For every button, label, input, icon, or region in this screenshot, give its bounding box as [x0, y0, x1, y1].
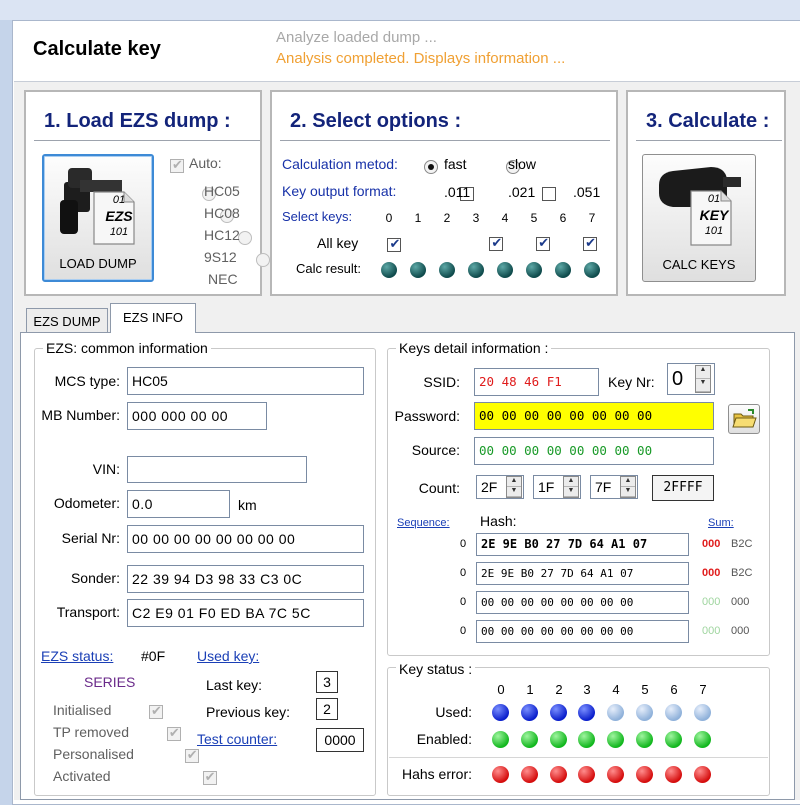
count-2-spinner[interactable]	[563, 476, 579, 498]
option-hc05-label: HC05	[204, 183, 240, 199]
format-051-label: .051	[573, 184, 601, 200]
status-key-number: 7	[699, 682, 707, 697]
enabled-label: Enabled:	[416, 731, 472, 747]
key-1-checkbox[interactable]	[536, 237, 550, 251]
up-arrow-icon[interactable]: ▲	[621, 477, 635, 487]
flag-tp-removed-checkbox[interactable]	[167, 727, 181, 741]
status-key-number: 2	[555, 682, 563, 697]
previous-key-field[interactable]: 2	[316, 698, 338, 720]
method-slow-label: slow	[508, 156, 537, 172]
key-number: 4	[501, 211, 509, 225]
enabled-led	[694, 731, 711, 748]
calc-result-led	[526, 262, 542, 278]
option-hc08-label: HC08	[204, 205, 240, 221]
key-number: 2	[443, 211, 451, 225]
calc-keys-button[interactable]	[642, 154, 756, 282]
odometer-field[interactable]: 0.0	[127, 490, 230, 518]
load-dump-label: LOAD DUMP	[59, 256, 137, 271]
used-led	[636, 704, 653, 721]
key-nr-spinner[interactable]	[695, 365, 711, 393]
password-field[interactable]: 00 00 00 00 00 00 00 00	[474, 402, 714, 430]
last-key-label: Last key:	[206, 677, 263, 693]
flag-activated-checkbox[interactable]	[203, 771, 217, 785]
key-number: 0	[385, 211, 393, 225]
calc-result-led	[555, 262, 571, 278]
test-counter-link[interactable]: Test counter:	[197, 731, 278, 747]
up-arrow-icon[interactable]: ▲	[564, 477, 578, 487]
status-key-number: 4	[612, 682, 620, 697]
mb-number-label: MB Number:	[41, 407, 120, 423]
up-arrow-icon[interactable]: ▲	[507, 477, 521, 487]
enabled-led	[550, 731, 567, 748]
folder-icon	[729, 405, 759, 433]
mcs-type-field[interactable]: HC05	[127, 367, 364, 395]
select-options-panel	[270, 90, 618, 296]
auto-checkbox[interactable]	[170, 159, 184, 173]
serial-nr-field[interactable]: 00 00 00 00 00 00 00 00	[127, 525, 364, 553]
option-nec-label: NEC	[208, 271, 238, 287]
hash-error-led	[636, 766, 653, 783]
used-led	[665, 704, 682, 721]
key-2-checkbox[interactable]	[583, 237, 597, 251]
down-arrow-icon[interactable]: ▼	[507, 487, 521, 497]
sequence-value: 0	[460, 625, 467, 637]
option-hc12-label: HC12	[204, 227, 240, 243]
key-number: 6	[559, 211, 567, 225]
key-nr-label: Key Nr:	[608, 374, 655, 390]
calc-result-led	[410, 262, 426, 278]
mb-number-field[interactable]: 000 000 00 00	[127, 402, 267, 430]
vin-field[interactable]	[127, 456, 307, 483]
open-file-button[interactable]	[728, 404, 760, 434]
calc-result-label: Calc result:	[296, 261, 362, 276]
used-led	[607, 704, 624, 721]
source-label: Source:	[411, 442, 460, 458]
flag-initialised-checkbox[interactable]	[149, 705, 163, 719]
key-nr-field[interactable]: 0	[667, 363, 715, 395]
enabled-led	[665, 731, 682, 748]
up-arrow-icon[interactable]: ▲	[696, 366, 710, 379]
used-led	[578, 704, 595, 721]
sequence-link[interactable]: Sequence:	[397, 517, 450, 529]
select-keys-label: Select keys:	[282, 209, 353, 224]
count-3-spinner[interactable]	[620, 476, 636, 498]
count-total: 2FFFF	[652, 475, 714, 501]
calculate-panel	[626, 90, 786, 296]
sum-b: B2C	[731, 567, 753, 579]
status-line-2: Analysis completed. Displays information ...	[276, 50, 566, 67]
hash-field[interactable]: 2E 9E B0 27 7D 64 A1 07	[476, 533, 689, 556]
sum-b: 000	[731, 625, 750, 637]
window-top-bar	[0, 0, 800, 20]
status-key-number: 6	[670, 682, 678, 697]
calc-method-label: Calculation metod:	[282, 156, 398, 172]
hash-label: Hash:	[480, 513, 517, 529]
down-arrow-icon[interactable]: ▼	[696, 379, 710, 392]
icon-text-bottom: 101	[109, 226, 129, 238]
sum-a: 000	[702, 538, 721, 550]
calc-result-led	[381, 262, 397, 278]
hash-error-led	[607, 766, 624, 783]
sonder-label: Sonder:	[70, 570, 120, 586]
calc-result-led	[468, 262, 484, 278]
flag-initialised-label: Initialised	[53, 702, 112, 718]
tab-ezs-info[interactable]: EZS INFO	[110, 303, 196, 333]
sequence-value: 0	[460, 567, 467, 579]
key-number: 1	[414, 211, 422, 225]
count-field-1[interactable]: 2F	[476, 475, 524, 499]
hash-error-led	[521, 766, 538, 783]
test-counter-field[interactable]: 0000	[316, 728, 364, 752]
key-0-checkbox[interactable]	[489, 237, 503, 251]
status-key-number: 5	[641, 682, 649, 697]
used-led	[492, 704, 509, 721]
ezs-status-value: #0F	[141, 648, 166, 664]
key-number: 7	[588, 211, 596, 225]
status-line-1: Analyze loaded dump ...	[276, 29, 437, 46]
count-label: Count:	[418, 480, 460, 496]
count-field-3[interactable]: 7F	[590, 475, 638, 499]
hash-field[interactable]: 00 00 00 00 00 00 00 00	[476, 591, 689, 614]
key-number: 3	[472, 211, 480, 225]
flag-personalised-checkbox[interactable]	[185, 749, 199, 763]
mcs-type-label: MCS type:	[54, 373, 120, 389]
source-field[interactable]: 00 00 00 00 00 00 00 00	[474, 437, 714, 465]
load-dump-title: 1. Load EZS dump :	[44, 110, 231, 132]
keys-detail-legend: Keys detail information :	[396, 340, 551, 356]
transport-label: Transport:	[56, 604, 120, 620]
ezs-status-link[interactable]: EZS status:	[41, 648, 114, 664]
icon-text-top: 01	[707, 193, 721, 205]
calculate-title: 3. Calculate :	[646, 110, 770, 132]
sum-b: 000	[731, 596, 750, 608]
sum-a: 000	[702, 625, 721, 637]
key-status-legend: Key status :	[396, 661, 475, 677]
method-fast-label: fast	[444, 156, 467, 172]
divider	[280, 140, 610, 141]
odometer-unit: km	[238, 497, 257, 513]
divider	[389, 757, 768, 758]
select-options-title: 2. Select options :	[290, 110, 462, 132]
calc-result-led	[439, 262, 455, 278]
sequence-value: 0	[460, 538, 467, 550]
sonder-field[interactable]: 22 39 94 D3 98 33 C3 0C	[127, 565, 364, 593]
load-dump-button[interactable]	[42, 154, 154, 282]
down-arrow-icon[interactable]: ▼	[564, 487, 578, 497]
serial-nr-label: Serial Nr:	[61, 530, 120, 546]
sum-link[interactable]: Sum:	[708, 517, 734, 529]
sequence-value: 0	[460, 596, 467, 608]
page-title: Calculate key	[33, 38, 161, 60]
divider	[636, 140, 782, 141]
hash-error-led	[694, 766, 711, 783]
key-format-label: Key output format:	[282, 183, 397, 199]
format-021-checkbox[interactable]	[542, 187, 556, 201]
previous-key-label: Previous key:	[206, 704, 291, 720]
used-label: Used:	[435, 704, 472, 720]
enabled-led	[578, 731, 595, 748]
auto-label: Auto:	[189, 155, 222, 171]
icon-text-mid: KEY	[699, 207, 729, 223]
divider	[34, 140, 260, 141]
format-011-label: .011	[444, 184, 471, 200]
used-key-link[interactable]: Used key:	[197, 648, 260, 664]
calc-result-led	[497, 262, 513, 278]
count-1-spinner[interactable]	[506, 476, 522, 498]
calc-keys-label: CALC KEYS	[662, 257, 736, 272]
down-arrow-icon[interactable]: ▼	[621, 487, 635, 497]
used-led	[550, 704, 567, 721]
used-led	[521, 704, 538, 721]
password-label: Password:	[394, 408, 460, 424]
sum-a: 000	[702, 567, 721, 579]
icon-text-bottom: 101	[704, 225, 724, 237]
icon-text-top: 01	[112, 194, 126, 206]
calc-result-led	[584, 262, 600, 278]
all-key-label: All key	[317, 235, 359, 251]
enabled-led	[607, 731, 624, 748]
hash-error-label: Hahs error:	[401, 766, 472, 782]
hash-error-led	[492, 766, 509, 783]
flag-activated-label: Activated	[53, 768, 111, 784]
status-key-number: 1	[526, 682, 534, 697]
hash-field[interactable]: 2E 9E B0 27 7D 64 A1 07	[476, 562, 689, 585]
status-key-number: 0	[497, 682, 505, 697]
option-9s12-label: 9S12	[204, 249, 237, 265]
flag-tp-removed-label: TP removed	[53, 724, 129, 740]
enabled-led	[521, 731, 538, 748]
option-9s12-radio[interactable]	[256, 253, 270, 267]
hash-field[interactable]: 00 00 00 00 00 00 00 00	[476, 620, 689, 643]
status-key-number: 3	[583, 682, 591, 697]
vin-label: VIN:	[92, 461, 120, 477]
transport-field[interactable]: C2 E9 01 F0 ED BA 7C 5C	[127, 599, 364, 627]
flag-personalised-label: Personalised	[53, 746, 134, 762]
hash-error-led	[550, 766, 567, 783]
format-021-label: .021	[508, 184, 536, 200]
ssid-label: SSID:	[423, 374, 460, 390]
common-info-legend: EZS: common information	[43, 340, 211, 356]
method-fast-radio[interactable]	[424, 160, 438, 174]
tab-ezs-dump[interactable]: EZS DUMP	[26, 308, 108, 333]
last-key-field[interactable]: 3	[316, 671, 338, 693]
icon-text-mid: EZS	[105, 208, 133, 224]
sum-b: B2C	[731, 538, 753, 550]
ssid-field[interactable]: 20 48 46 F1	[474, 368, 599, 396]
odometer-label: Odometer:	[53, 495, 120, 511]
used-led	[694, 704, 711, 721]
enabled-led	[636, 731, 653, 748]
hash-error-led	[665, 766, 682, 783]
all-key-checkbox[interactable]	[387, 238, 401, 252]
ezs-status-mode: SERIES	[84, 674, 136, 690]
hash-error-led	[578, 766, 595, 783]
key-number: 5	[530, 211, 538, 225]
load-dump-panel	[24, 90, 262, 296]
enabled-led	[492, 731, 509, 748]
sum-a: 000	[702, 596, 721, 608]
count-field-2[interactable]: 1F	[533, 475, 581, 499]
